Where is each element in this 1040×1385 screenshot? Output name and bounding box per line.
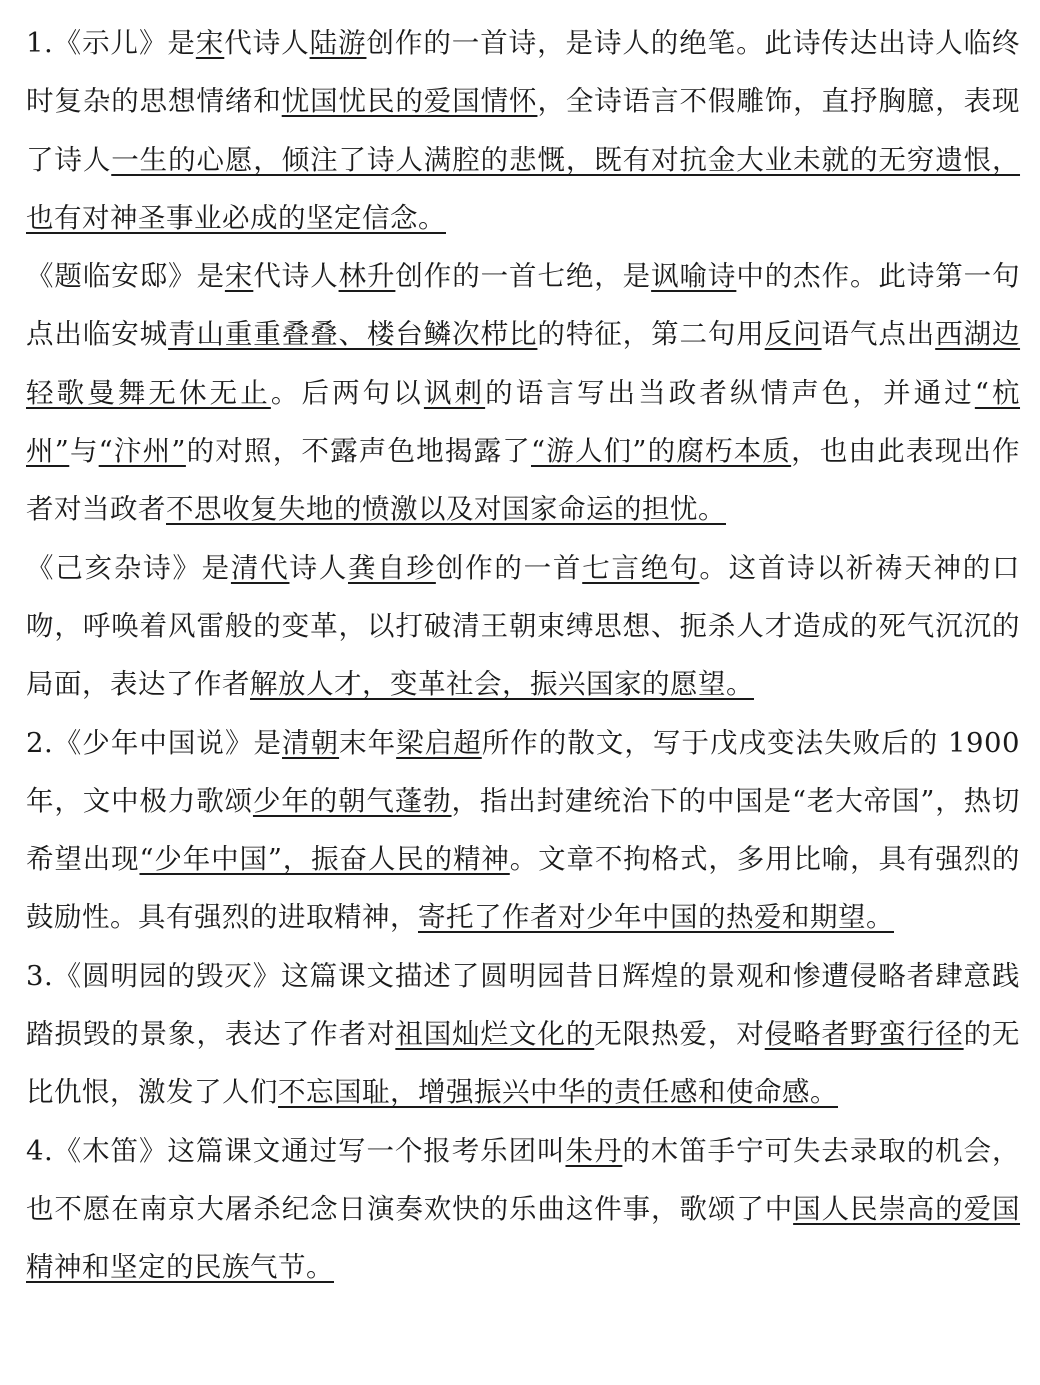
paragraph-4-mudi bbox=[26, 1122, 1020, 1297]
text-segment: 代诗人 bbox=[253, 260, 339, 293]
underlined-key-phrase: “少年中国”，振奋人民的精神 bbox=[139, 843, 510, 876]
paragraph-tilinandi bbox=[26, 247, 1020, 538]
text-segment: 的对照，不露声色地揭露了 bbox=[185, 435, 531, 468]
underlined-key-phrase: 侵略者野蛮行径 bbox=[764, 1018, 964, 1051]
document-page bbox=[26, 14, 1020, 1297]
text-segment: 。文章不拘格式，多用比喻，具有强烈的鼓励性。具有强烈的进取精神， bbox=[26, 843, 1021, 934]
text-segment: 所作的散文，写于戊戌变法失败后的 1900 年，文中极力歌颂 bbox=[26, 726, 1020, 817]
text-segment: 《题临安邸》是 bbox=[26, 260, 225, 293]
text-segment: 的木笛手宁可失去录取的机会，也不愿在南京大屠杀纪念日演奏欢快的乐曲这件事，歌颂了中 bbox=[26, 1134, 1020, 1225]
text-segment: 《己亥杂诗》是 bbox=[26, 551, 231, 584]
text-segment: 代诗人 bbox=[224, 27, 310, 59]
text-segment: 诗人 bbox=[289, 551, 349, 584]
underlined-key-phrase: 不忘国耻，增强振兴中华的责任感和使命感。 bbox=[278, 1076, 838, 1109]
underlined-key-phrase: “游人们”的腐朽本质 bbox=[531, 435, 792, 468]
text-segment: 语气点出 bbox=[821, 318, 936, 351]
underlined-key-phrase: 西湖边轻歌曼舞无休无止 bbox=[26, 318, 1021, 409]
paragraph-1-shier bbox=[26, 14, 1020, 247]
paragraph-jihai-zashi bbox=[26, 539, 1020, 714]
underlined-key-phrase: 陆游 bbox=[309, 27, 367, 59]
text-segment: 4.《木笛》这篇课文通过写一个报考乐团叫 bbox=[26, 1134, 566, 1167]
text-segment: 的特征，第二句用 bbox=[537, 318, 765, 351]
underlined-key-phrase: 祖国灿烂文化的 bbox=[395, 1018, 595, 1051]
text-segment: 末年 bbox=[339, 726, 397, 759]
underlined-key-phrase: 少年的朝气蓬勃 bbox=[252, 784, 452, 817]
underlined-key-phrase: 清朝 bbox=[282, 726, 340, 759]
underlined-key-phrase: 讽喻诗 bbox=[651, 260, 737, 293]
text-segment: 2.《少年中国说》是 bbox=[26, 726, 283, 759]
underlined-key-phrase: 寄托了作者对少年中国的热爱和期望。 bbox=[418, 901, 894, 934]
text-segment: 与 bbox=[69, 435, 99, 468]
underlined-key-phrase: 梁启超 bbox=[396, 726, 482, 759]
text-segment: 。后两句以 bbox=[270, 376, 424, 409]
text-segment: 中的杰作。此诗第一句点出临安城 bbox=[26, 260, 1021, 351]
underlined-key-phrase: 青山重重叠叠、楼台鳞次栉比 bbox=[168, 318, 538, 351]
underlined-key-phrase: 林升 bbox=[338, 260, 396, 293]
paragraph-3-yuanmingyuan bbox=[26, 947, 1020, 1122]
underlined-key-phrase: 宋 bbox=[224, 260, 254, 293]
text-segment: 1.《示儿》是 bbox=[26, 27, 196, 59]
text-segment: 创作的一首诗，是诗人的绝笔。此诗传达出诗人临终时复杂的思想情绪和 bbox=[26, 27, 1021, 118]
underlined-key-phrase: 清代 bbox=[230, 551, 290, 584]
text-segment: ，指出封建统治下的中国是“老大帝国”，热切希望出现 bbox=[26, 784, 1021, 876]
underlined-key-phrase: 朱丹 bbox=[565, 1134, 623, 1167]
text-segment: 。这首诗以祈祷天神的口吻，呼唤着风雷般的变革，以打破清王朝束缚思想、扼杀人才造成的死气沉沉的局面，表达了作者 bbox=[26, 551, 1021, 701]
underlined-key-phrase: 讽刺 bbox=[423, 376, 486, 409]
underlined-key-phrase: 一生的心愿，倾注了诗人满腔的悲慨，既有对抗金大业未就的无穷遗恨，也有对神圣事业必成的坚定信念。 bbox=[26, 143, 1021, 234]
text-segment: ，全诗语言不假雕饰，直抒胸臆，表现了诗人 bbox=[26, 85, 1021, 176]
text-segment: 的无比仇恨，激发了人们 bbox=[26, 1018, 1021, 1109]
underlined-key-phrase: 宋 bbox=[195, 27, 225, 59]
text-segment: 3.《圆明园的毁灭》这篇课文描述了圆明园昔日辉煌的景观和惨遭侵略者肆意践踏损毁的景象，表达了作者对 bbox=[26, 959, 1020, 1051]
text-segment: 无限热爱，对 bbox=[594, 1018, 765, 1051]
text-segment: 创作的一首 bbox=[435, 551, 583, 584]
paragraph-2-shaonian-zhongguo-shuo bbox=[26, 714, 1020, 947]
underlined-key-phrase: “杭州” bbox=[26, 376, 1021, 468]
underlined-key-phrase: 七言绝句 bbox=[582, 551, 700, 584]
underlined-key-phrase: 反问 bbox=[764, 318, 822, 351]
underlined-key-phrase: “汴州” bbox=[98, 435, 186, 468]
underlined-key-phrase: 龚自珍 bbox=[348, 551, 436, 584]
text-segment: 创作的一首七绝，是 bbox=[395, 260, 652, 293]
text-segment: 的语言写出当政者纵情声色，并通过 bbox=[485, 376, 975, 409]
underlined-key-phrase: 不思收复失地的愤激以及对国家命运的担忧。 bbox=[166, 493, 726, 526]
underlined-key-phrase: 国人民崇高的爱国精神和坚定的民族气节。 bbox=[26, 1192, 1021, 1284]
text-segment: ，也由此表现出作者对当政者 bbox=[26, 435, 1021, 526]
underlined-key-phrase: 解放人才，变革社会，振兴国家的愿望。 bbox=[250, 668, 754, 701]
underlined-key-phrase: 忧国忧民的爱国情怀 bbox=[281, 85, 538, 118]
